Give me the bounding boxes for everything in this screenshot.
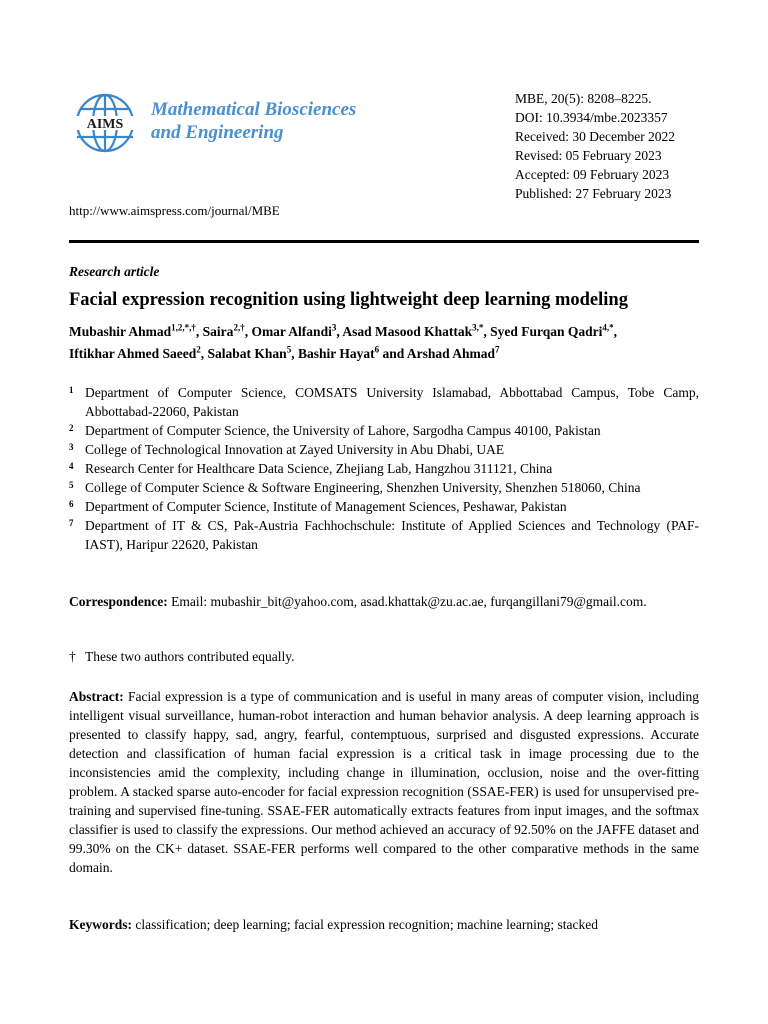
affiliation-item	[69, 383, 699, 421]
dagger-note-text: These two authors contributed equally.	[85, 649, 295, 664]
author-superscript: 2,†	[233, 322, 245, 333]
header-divider	[69, 240, 699, 243]
author-name: Asad Masood Khattak	[342, 324, 473, 339]
correspondence	[69, 592, 699, 611]
affiliation-item	[69, 516, 699, 554]
author-superscript: 4,*	[602, 322, 614, 333]
affiliation-text: College of Computer Science & Software Engineering, Shenzhen University, Shenzhen 518060, China	[85, 480, 641, 495]
meta-doi: DOI: 10.3934/mbe.2023357	[515, 110, 668, 125]
journal-url-link[interactable]: http://www.aimspress.com/journal/MBE	[69, 203, 280, 218]
affiliation-number: 6	[69, 499, 74, 509]
author-separator: ,	[291, 346, 298, 361]
author-superscript: 3,*	[472, 322, 484, 333]
affiliation-text: Department of Computer Science, the University of Lahore, Sargodha Campus 40100, Pakistan	[85, 423, 601, 438]
meta-received: Received: 30 December 2022	[515, 129, 676, 144]
affiliation-number: 2	[69, 423, 74, 433]
paper-title: Facial expression recognition using lightweight deep learning modeling	[69, 290, 628, 310]
meta-accepted: Accepted: 09 February 2023	[515, 167, 670, 182]
affiliation-number: 1	[69, 385, 74, 395]
aims-logo-icon	[72, 92, 138, 154]
author-name: Mubashir Ahmad	[69, 324, 172, 339]
affiliation-item	[69, 497, 699, 516]
keywords	[69, 915, 699, 934]
journal-name	[151, 98, 356, 144]
journal-name-line2: and Engineering	[151, 122, 284, 143]
affiliation-item	[69, 421, 699, 440]
author-superscript: 3	[331, 322, 337, 333]
affiliation-text: Department of Computer Science, Institute of Management Sciences, Peshawar, Pakistan	[85, 499, 567, 514]
journal-name-line1: Mathematical Biosciences	[151, 99, 357, 120]
abstract	[69, 687, 699, 877]
author-name: Arshad Ahmad	[406, 346, 496, 361]
author-separator: ,	[195, 324, 203, 339]
author-name: Bashir Hayat	[297, 346, 375, 361]
author-name: Saira	[202, 324, 234, 339]
affiliation-item	[69, 478, 699, 497]
author-list	[69, 321, 704, 365]
author-superscript: 2	[196, 344, 201, 355]
affiliation-item	[69, 459, 699, 478]
author-superscript: 5	[286, 344, 292, 355]
affiliation-text: Department of IT & CS, Pak-Austria Fachhochschule: Institute of Applied Sciences and Technology (PAF-IAST), Haripur 22620, Pakistan	[85, 518, 699, 552]
author-name: Salabat Khan	[207, 346, 287, 361]
affiliation-number: 4	[69, 461, 74, 471]
author-name: Syed Furqan Qadri	[490, 324, 603, 339]
affiliation-number: 7	[69, 518, 74, 528]
keywords-text: classification; deep learning; facial expression recognition; machine learning; stacked	[132, 917, 598, 932]
publication-meta	[515, 89, 675, 203]
author-separator: ,	[244, 324, 252, 339]
correspondence-label: Correspondence:	[69, 594, 168, 609]
abstract-label: Abstract:	[69, 689, 124, 704]
author-separator: ,	[483, 324, 491, 339]
article-type: Research article	[69, 264, 160, 279]
author-separator: and	[379, 346, 407, 361]
author-name: Omar Alfandi	[251, 324, 332, 339]
author-name: Iftikhar Ahmed Saeed	[69, 346, 197, 361]
keywords-label: Keywords:	[69, 917, 132, 932]
meta-published: Published: 27 February 2023	[515, 186, 672, 201]
affiliation-item	[69, 440, 699, 459]
affiliation-text: Department of Computer Science, COMSATS University Islamabad, Abbottabad Campus, Tobe Camp, Abbottabad-22060, Pakistan	[85, 385, 699, 419]
logo-text: AIMS	[86, 117, 124, 132]
author-superscript: 6	[374, 344, 380, 355]
author-separator: ,	[613, 324, 618, 339]
affiliation-text: College of Technological Innovation at Zayed University in Abu Dhabi, UAE	[85, 442, 505, 457]
author-separator: ,	[200, 346, 208, 361]
author-superscript: 1,2,*,†	[171, 322, 196, 333]
abstract-text: Facial expression is a type of communication and is useful in many areas of computer vision, including intelligent visual surveillance, human-robot interaction and human behavior analysis. A deep learning approach is presented to classify happy, sad, angry, fearful, contemptuous, surprised and disgusted expressions. Accurate detection and classification of human facial expression is a critical task in image processing due to the inconsistencies amid the complexity, including change in illumination, occlusion, noise and the over-fitting problem. A stacked sparse auto-encoder for facial expression recognition (SSAE-FER) is used for unsupervised pre-training and supervised fine-tuning. SSAE-FER automatically extracts features from input images, and the softmax classifier is used to classify the expressions. Our method achieved an accuracy of 92.50% on the JAFFE dataset and 99.30% on the CK+ dataset. SSAE-FER performs well compared to the other comparative methods in the same domain.	[69, 689, 699, 875]
dagger-mark: †	[69, 649, 76, 664]
correspondence-text: Email: mubashir_bit@yahoo.com, asad.khattak@zu.ac.ae, furqangillani79@gmail.com.	[167, 594, 647, 609]
author-separator: ,	[336, 324, 343, 339]
affiliation-number: 5	[69, 480, 74, 490]
affiliation-text: Research Center for Healthcare Data Science, Zhejiang Lab, Hangzhou 311121, China	[85, 461, 553, 476]
affiliation-number: 3	[69, 442, 74, 452]
meta-citation: MBE, 20(5): 8208–8225.	[515, 91, 652, 106]
equal-contribution-note	[69, 649, 294, 665]
affiliation-list	[69, 383, 699, 554]
author-superscript: 7	[495, 344, 500, 355]
meta-revised: Revised: 05 February 2023	[515, 148, 662, 163]
